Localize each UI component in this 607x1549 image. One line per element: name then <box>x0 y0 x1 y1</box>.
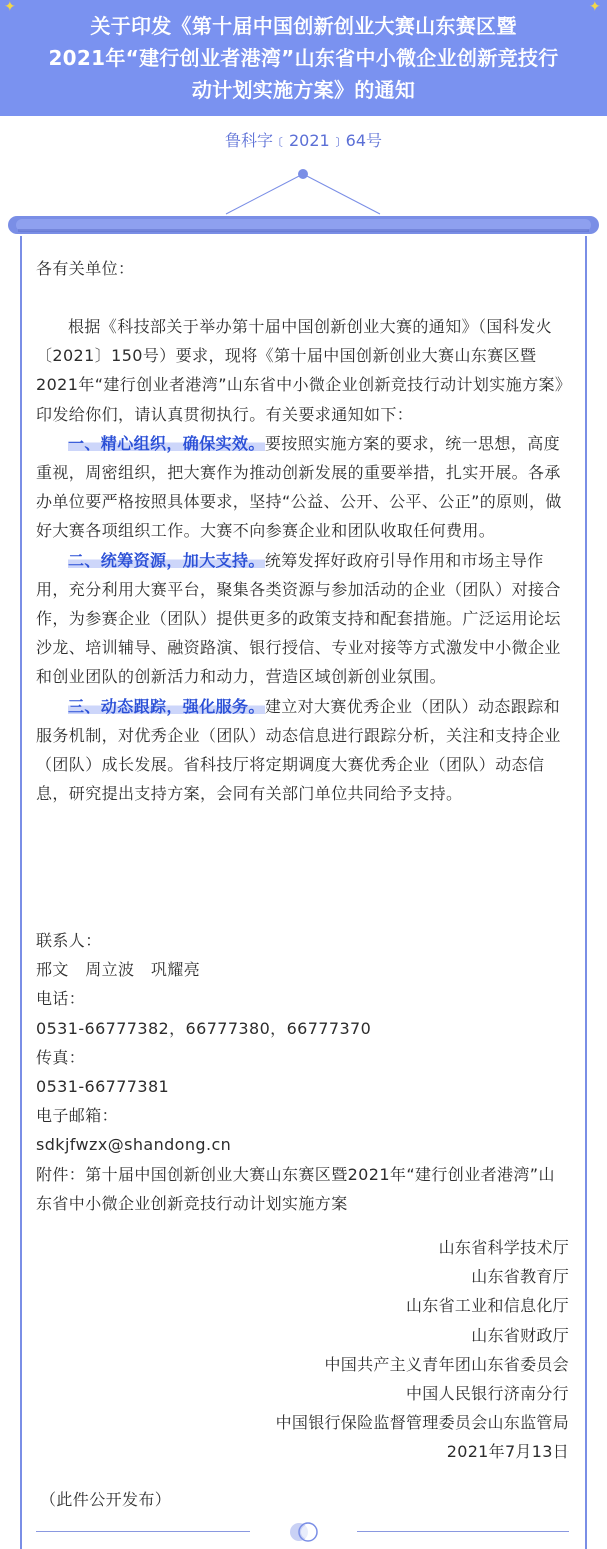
footer-divider <box>357 1531 569 1532</box>
page-title <box>10 10 597 106</box>
email-label: 电子邮箱： <box>36 1106 119 1126</box>
signatory: 山东省科学技术厅 <box>438 1238 569 1257</box>
signatory: 山东省财政厅 <box>471 1325 569 1345</box>
signatory: 山东省教育厅 <box>471 1267 569 1287</box>
point-text: 统筹发挥好政府引导作用和市场主导作用，充分利用大赛平台，聚集各类资源与参加活动的企业（团队）对接合作，为参赛企业（团队）提供更多的政策支持和配套措施。广泛运用论坛沙龙、培训辅导、融资路演、银行授信、专业对接等方式激发中小微企业和创业团队的创新活力和动力，营造区域创新创业氛围。 <box>36 550 561 687</box>
document-number: 鲁科字﹝2021﹞64号 <box>224 131 383 150</box>
issue-date: 2021年7月13日 <box>446 1442 569 1462</box>
star-icon: ✦ <box>589 0 601 15</box>
scroll-rod-decoration <box>8 212 599 238</box>
email-address[interactable]: sdkjfwzx@shandong.cn <box>36 1135 232 1155</box>
signatory: 中国银行保险监督管理委员会山东监管局 <box>275 1413 569 1433</box>
fax-number: 0531-66777381 <box>36 1077 170 1097</box>
phone-numbers: 0531-66777382，66777380，66777370 <box>36 1018 372 1038</box>
publish-note: （此件公开发布） <box>40 1490 172 1509</box>
star-icon: ✦ <box>4 0 16 15</box>
fax-label: 传真： <box>36 1047 86 1067</box>
contact-block <box>36 926 571 1218</box>
salutation: 各有关单位： <box>36 259 135 278</box>
title-line: 2021年“建行创业者港湾”山东省中小微企业创新竞技行 <box>48 46 559 70</box>
phone-label: 电话： <box>36 989 86 1009</box>
point-paragraph <box>36 546 571 692</box>
title-line: 动计划实施方案》的通知 <box>191 78 416 102</box>
title-line: 关于印发《第十届中国创新创业大赛山东赛区暨 <box>90 14 517 38</box>
signatory: 中国共产主义青年团山东省委员会 <box>324 1354 569 1374</box>
point-heading: 三、动态跟踪，强化服务。 <box>68 696 265 716</box>
intro-paragraph: 根据《科技部关于举办第十届中国创新创业大赛的通知》（国科发火〔2021〕150号）要求，现将《第十届中国创新创业大赛山东赛区暨2021年“建行创业者港湾”山东省中小微企业创新竞技行动计划实施方案》印发给你们，请认真贯彻执行。有关要求通知如下： <box>36 317 564 424</box>
point-heading: 二、统筹资源，加大支持。 <box>68 550 265 570</box>
signatory: 中国人民银行济南分行 <box>405 1384 569 1404</box>
contact-person-label: 联系人： <box>36 931 102 950</box>
point-heading: 一、精心组织，确保实效。 <box>68 433 265 453</box>
title-banner <box>0 0 607 116</box>
contact-persons: 邢文 周立波 巩耀亮 <box>36 960 201 980</box>
point-text: 建立对大赛优秀企业（团队）动态跟踪和服务机制，对优秀企业（团队）动态信息进行跟踪分析，关注和支持企业（团队）成长发展。省科技厅将定期调度大赛优秀企业（团队）动态信息，研究提出支持方案，会同有关部门单位共同给予支持。 <box>36 696 561 804</box>
circles-ornament-icon <box>286 1520 322 1544</box>
signatory-list <box>149 1233 569 1467</box>
point-paragraph <box>36 429 571 546</box>
point-paragraph <box>36 692 571 809</box>
footer-divider <box>36 1531 250 1532</box>
signatory: 山东省工业和信息化厅 <box>405 1296 569 1316</box>
point-text: 要按照实施方案的要求，统一思想，高度重视，周密组织，把大赛作为推动创新发展的重要举措，扎实开展。各承办单位要严格按照具体要求，坚持“公益、公开、公平、公正”的原则，做好大赛各项组织工作。大赛不向参赛企业和团队收取任何费用。 <box>36 433 562 541</box>
notice-body <box>36 312 571 808</box>
attachment-note: 附件：第十届中国创新创业大赛山东赛区暨2021年“建行创业者港湾”山东省中小微企业创新竞技行动计划实施方案 <box>36 1164 555 1213</box>
